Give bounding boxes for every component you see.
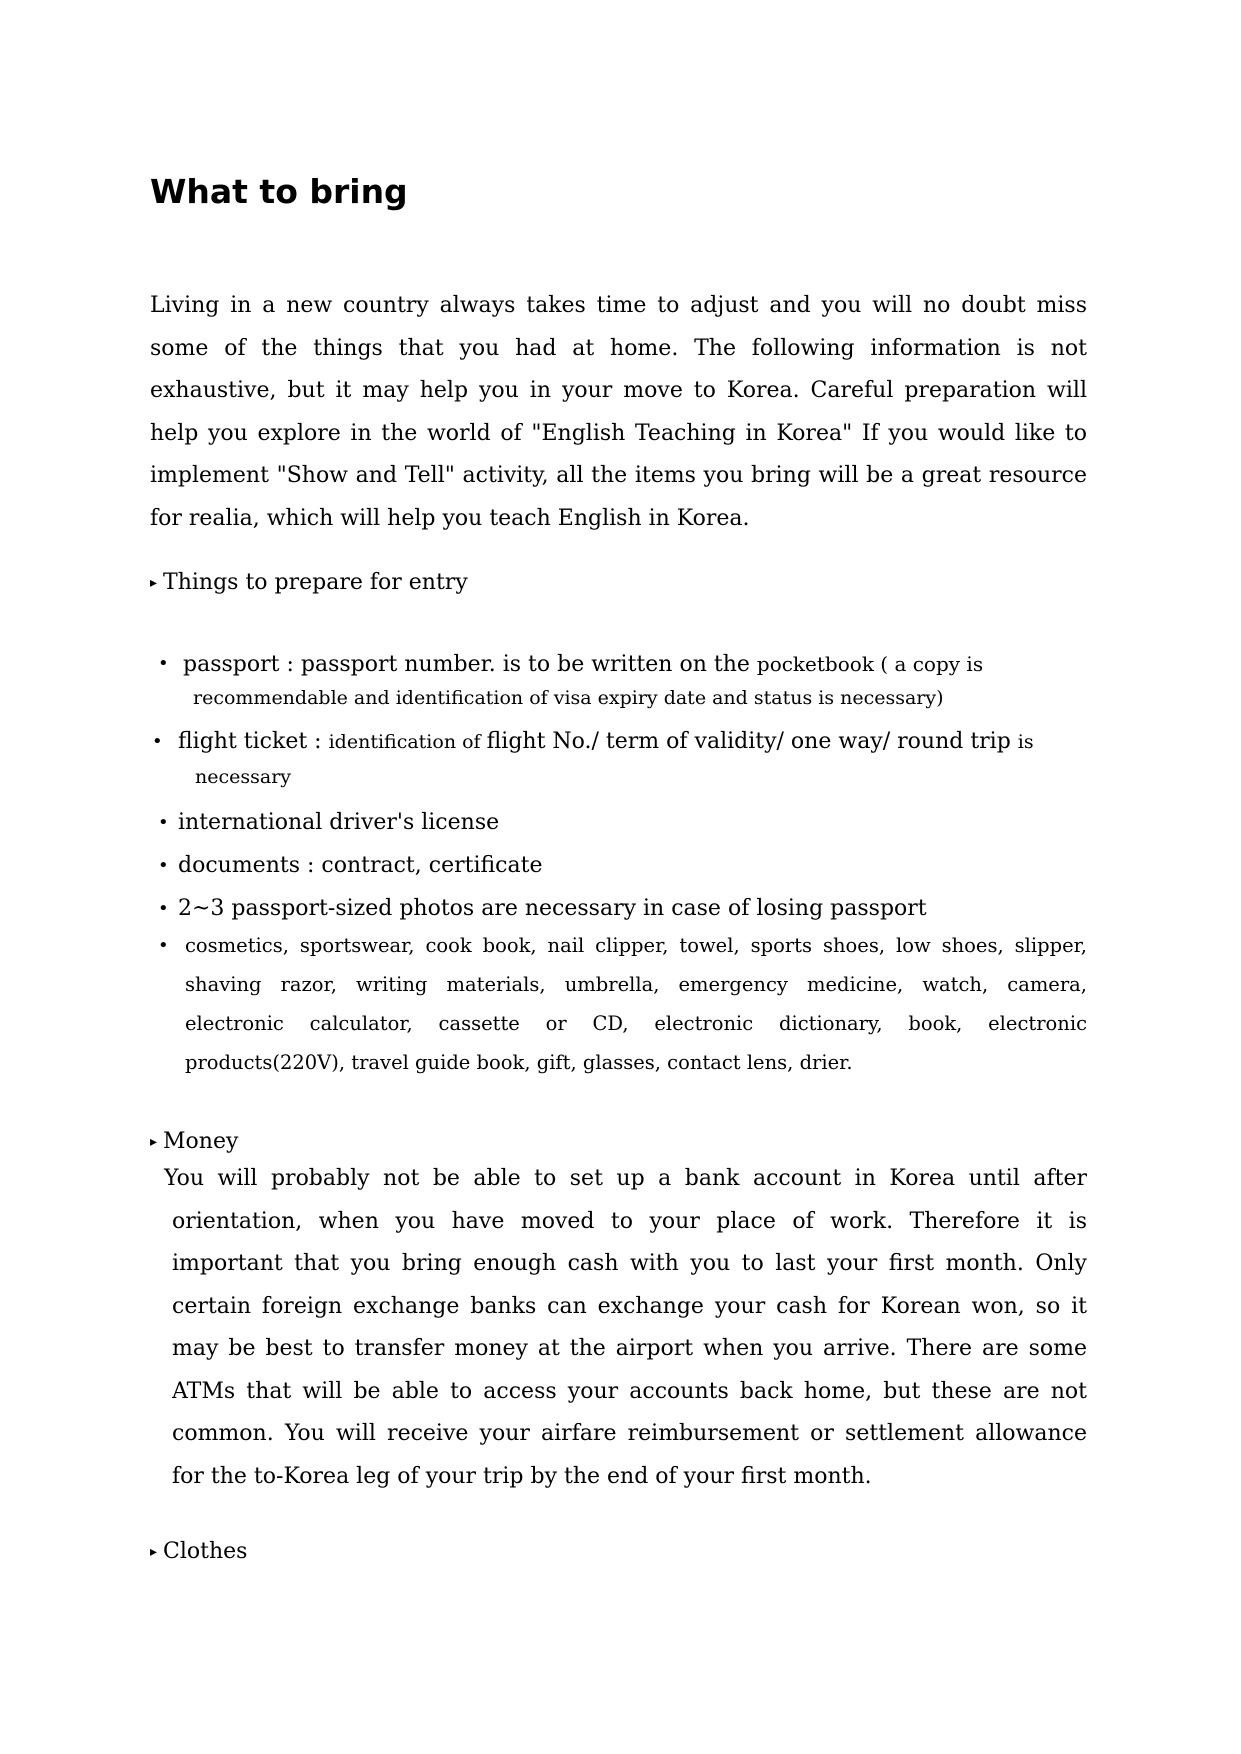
item-text: flight ticket : — [178, 729, 329, 754]
list-item-flight-ticket — [150, 723, 1087, 801]
item-continuation: necessary — [195, 766, 292, 788]
bullet-dot-icon: • — [158, 855, 169, 876]
item-continuation: recommendable and identification of visa expiry date and status is necessary) — [193, 687, 944, 709]
list-item-documents — [150, 844, 1087, 887]
triangle-bullet-icon: ▸ — [150, 1134, 158, 1150]
list-item-photos — [150, 887, 1087, 930]
item-text: cosmetics, sportswear, cook book, nail clipper, towel, sports shoes, low shoes, slipper, shaving razor, writing materials, umbrella, emergency medicine, watch, camera, electronic calculator, cassette or CD, electronic dictionary, book, electronic products(220V), travel guide book, gift, glasses, contact lens, drier. — [185, 934, 1087, 1074]
item-text-end: is — [1017, 731, 1034, 753]
item-text-small: identification of — [328, 731, 487, 753]
section-heading-money — [150, 1127, 238, 1157]
section-heading-entry — [150, 568, 468, 598]
section-heading-clothes — [150, 1537, 247, 1567]
money-paragraph — [150, 1158, 1087, 1498]
bullet-dot-icon: • — [158, 653, 169, 674]
bullet-dot-icon: • — [158, 812, 169, 833]
triangle-bullet-icon: ▸ — [150, 575, 158, 591]
list-item-drivers-license — [150, 801, 1087, 844]
triangle-bullet-icon: ▸ — [150, 1544, 158, 1560]
money-body: orientation, when you have moved to your place of work. Therefore it is important that you bring enough cash with you to last your first month. Only certain foreign exchange banks can exchange your cash for Korean won, so it may be best to transfer money at the airport when you arrive. There are some ATMs that will be able to access your accounts back home, but these are not common. You will receive your airfare reimbursement or settlement allowance for the to-Korea leg of your trip by the end of your first month. — [172, 1208, 1087, 1489]
item-text-small: pocketbook ( a copy is — [756, 652, 984, 676]
item-text: documents : contract, certificate — [178, 853, 543, 878]
item-text: 2~3 passport-sized photos are necessary in case of losing passport — [178, 896, 927, 921]
bullet-dot-icon: • — [158, 898, 169, 919]
section-heading-text: Money — [163, 1129, 239, 1154]
section-heading-text: Things to prepare for entry — [163, 570, 468, 595]
bullet-dot-icon: • — [158, 935, 169, 956]
item-text: passport : passport number. is to be written on the — [183, 652, 757, 677]
money-first-line: You will probably not be able to set up a bank account in Korea until after — [164, 1166, 1087, 1191]
intro-paragraph: Living in a new country always takes time to adjust and you will no doubt miss some of the things that you had at home. The following information is not exhaustive, but it may help you in your move to Korea. Careful preparation will help you explore in the world of "English Teaching in Korea" If you would like to implement "Show and Tell" activity, all the items you bring will be a great resource for realia, which will help you teach English in Korea. — [150, 293, 1087, 531]
item-text-rest: flight No./ term of validity/ one way/ round trip — [486, 729, 1018, 754]
item-text: international driver's license — [178, 810, 500, 835]
page-title: What to bring — [150, 172, 408, 211]
list-item-personal-items — [150, 926, 1087, 1082]
list-item-passport — [150, 645, 1087, 723]
bullet-dot-icon: • — [152, 731, 163, 752]
entry-checklist — [150, 645, 1087, 1082]
section-heading-text: Clothes — [163, 1539, 248, 1564]
